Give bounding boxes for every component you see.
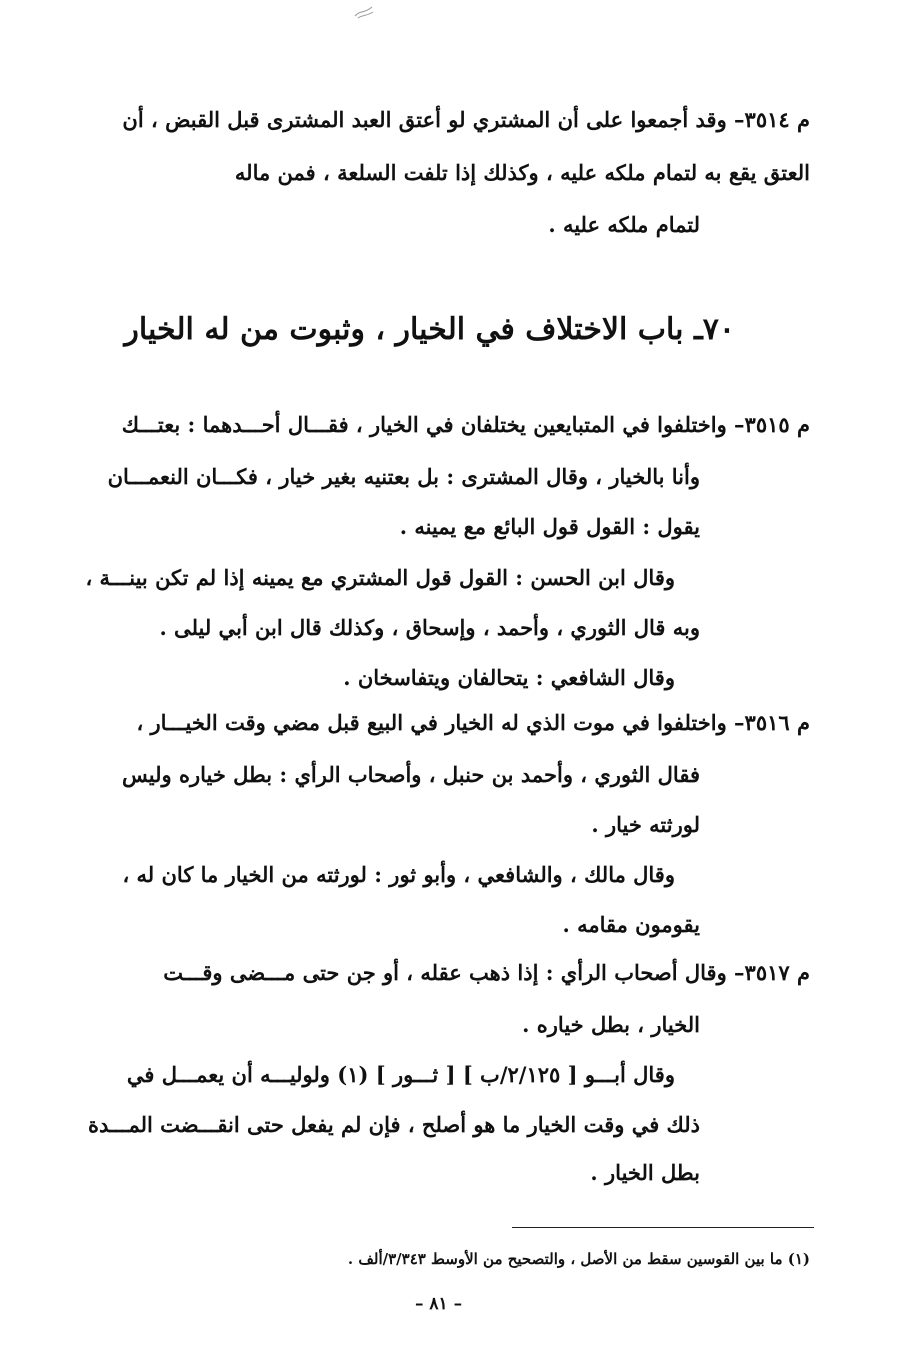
text-line: وقال ابن الحسن : القول قول المشتري مع يمينه إذا لم تكن بينـــة ، <box>85 565 675 590</box>
text-line: فقال الثوري ، وأحمد بن حنبل ، وأصحاب الرأي : بطل خياره وليس <box>122 762 700 787</box>
text-line: م ٣٥١٧– وقال أصحاب الرأي : إذا ذهب عقله ، أو جن حتى مـــضى وقـــت <box>163 960 810 985</box>
text-line: وأنا بالخيار ، وقال المشترى : بل بعتنيه بغير خيار ، فكـــان النعمـــان <box>107 464 700 489</box>
chapter-heading: ٧٠ـ باب الاختلاف في الخيار ، وثبوت من له الخيار <box>124 312 735 347</box>
text-line: وبه قال الثوري ، وأحمد ، وإسحاق ، وكذلك قال ابن أبي ليلى . <box>159 615 700 640</box>
text-line: يقول : القول قول البائع مع يمينه . <box>399 514 700 539</box>
text-line: لتمام ملكه عليه . <box>548 212 700 237</box>
scribble-mark <box>352 4 376 20</box>
text-line: العتق يقع به لتمام ملكه عليه ، وكذلك إذا تلفت السلعة ، فمن ماله <box>234 160 810 185</box>
text-line: م ٣٥١٦– واختلفوا في موت الذي له الخيار في البيع قبل مضي وقت الخيـــار ، <box>136 710 810 735</box>
text-line: وقال مالك ، والشافعي ، وأبو ثور : لورثته من الخيار ما كان له ، <box>122 862 675 887</box>
page-number: – ٨١ – <box>415 1294 463 1314</box>
footnote: (١) ما بين القوسين سقط من الأصل ، والتصحيح من الأوسط ٣/٣٤٣/ألف . <box>347 1250 810 1268</box>
text-line: وقال أبـــو [ ٢/١٢٥/ب ] [ ثـــور ] (١) ولوليـــه أن يعمـــل في <box>126 1062 675 1087</box>
text-line: وقال الشافعي : يتحالفان ويتفاسخان . <box>343 665 675 690</box>
text-line: لورثته خيار . <box>591 812 700 837</box>
text-line: بطل الخيار . <box>590 1160 700 1185</box>
text-line: م ٣٥١٤– وقد أجمعوا على أن المشتري لو أعتق العبد المشترى قبل القبض ، أن <box>122 107 810 132</box>
text-line: يقومون مقامه . <box>562 912 700 937</box>
footnote-divider <box>512 1227 814 1228</box>
text-line: م ٣٥١٥– واختلفوا في المتبايعين يختلفان في الخيار ، فقـــال أحـــدهما : بعتـــك <box>121 412 810 437</box>
text-line: ذلك في وقت الخيار ما هو أصلح ، فإن لم يفعل حتى انقـــضت المـــدة <box>87 1112 700 1137</box>
text-line: الخيار ، بطل خياره . <box>522 1012 700 1037</box>
